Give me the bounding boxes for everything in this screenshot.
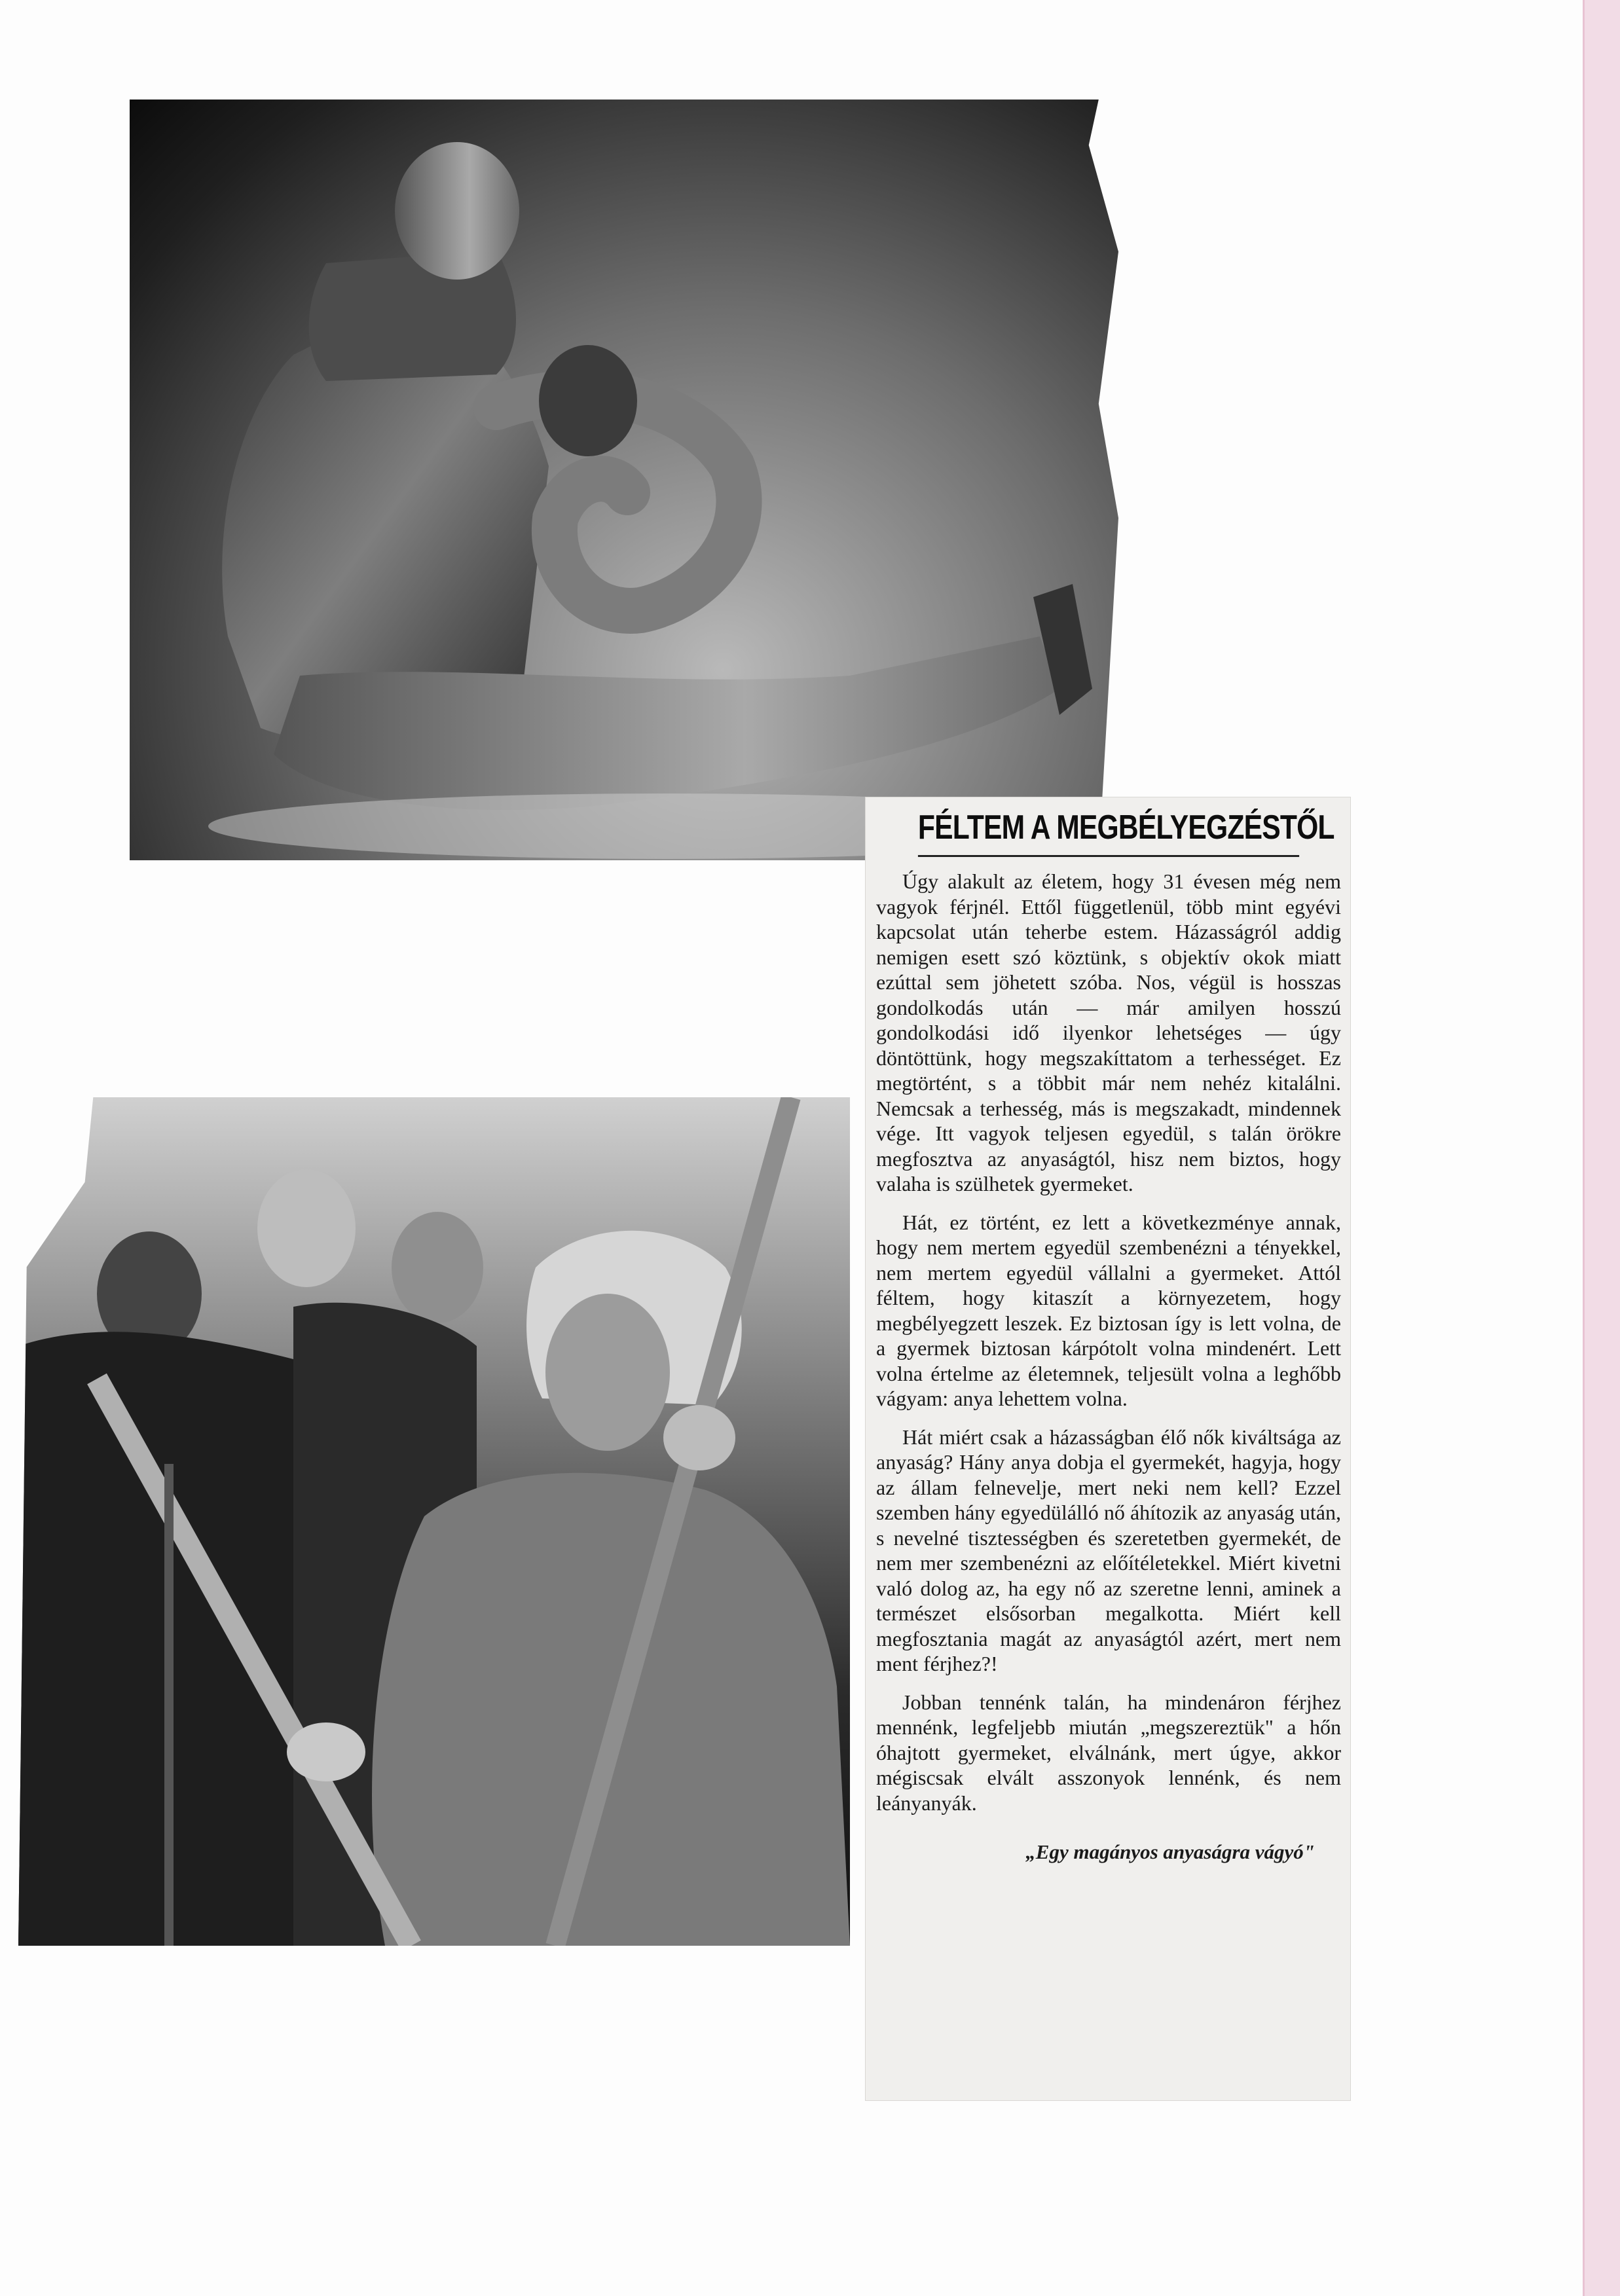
page-margin-line [1583, 0, 1585, 2296]
newspaper-clipping [866, 797, 1350, 2100]
article-paragraph: Úgy alakult az életem, hogy 31 évesen még nem vagyok férjnél. Ettől függetlenül, több mint egyévi kapcsolat után teherbe estem. Házasságról addig nemigen esett szó köztünk, s objektív okok miatt ezúttal sem jöhetett szóba. Nos, végül is hosszas gondolkodás után — már amilyen hosszú gondolkodási idő ilyenkor lehetséges — úgy döntöttünk, hogy megszakíttatom a terhességet. Ez megtörtént, s a többit már nem nehéz kitalálni. Nemcsak a terhesség, más is megszakadt, mindennek vége. Itt vagyok teljesen egyedül, s talán örökre megfosztva az anyaságtól, hisz nem biztos, hogy valaha is szülhetek gyermeket. [876, 869, 1341, 1195]
article-headline: FÉLTEM A MEGBÉLYEGZÉSTŐL [918, 801, 1299, 857]
sculpture-figure [130, 100, 1118, 860]
article-paragraph: Hát, ez történt, ez lett a következménye annak, hogy nem mertem egyedül szembenézni a tényekkel, nem mertem egyedül vállalni a gyermeket. Attól féltem, hogy kitaszít a környezetem, hogy megbélyegzett leszek. Ez biztosan így is lett volna, de a gyermek biztosan kárpótolt volna mindenért. Lett volna értelme az életemnek, teljesült volna a leghőbb vágyam: anya lehettem volna. [876, 1210, 1341, 1410]
sculpture-photo [130, 100, 1118, 860]
page-margin-pink [1585, 0, 1620, 2296]
article-signature: „Egy magányos anyaságra vágyó" [1025, 1840, 1315, 1863]
article-paragraph: Hát miért csak a házasságban élő nők kiváltsága az anyaság? Hány anya dobja el gyermekét, hagyja, hogy az állam felnevelje, mert neki nem kell? Ezzel szemben hány egyedülálló nő áhítozik az anyaság után, s nevelné tisztességben és szeretetben gyermekét, de nem mer szembenézni az előítéletekkel. Miért kivetni való dolog az, ha egy nő az szeretne lenni, aminek a természet elsősorban megalkotta. Miért kell megfosztania magát az anyaságtól azért, mert nem ment férjhez?! [876, 1425, 1341, 1675]
article-paragraph: Jobban tennénk talán, ha mindenáron férjhez mennénk, legfeljebb miután „megszereztük" a hőn óhajtott gyermeket, elválnánk, mert úgye, akkor mégiscsak elvált asszonyok lennénk, és nem leányanyák. [876, 1690, 1341, 1815]
article-body [876, 857, 1341, 1815]
women-workers-scene [18, 1097, 850, 1946]
women-workers-photo [18, 1097, 850, 1946]
